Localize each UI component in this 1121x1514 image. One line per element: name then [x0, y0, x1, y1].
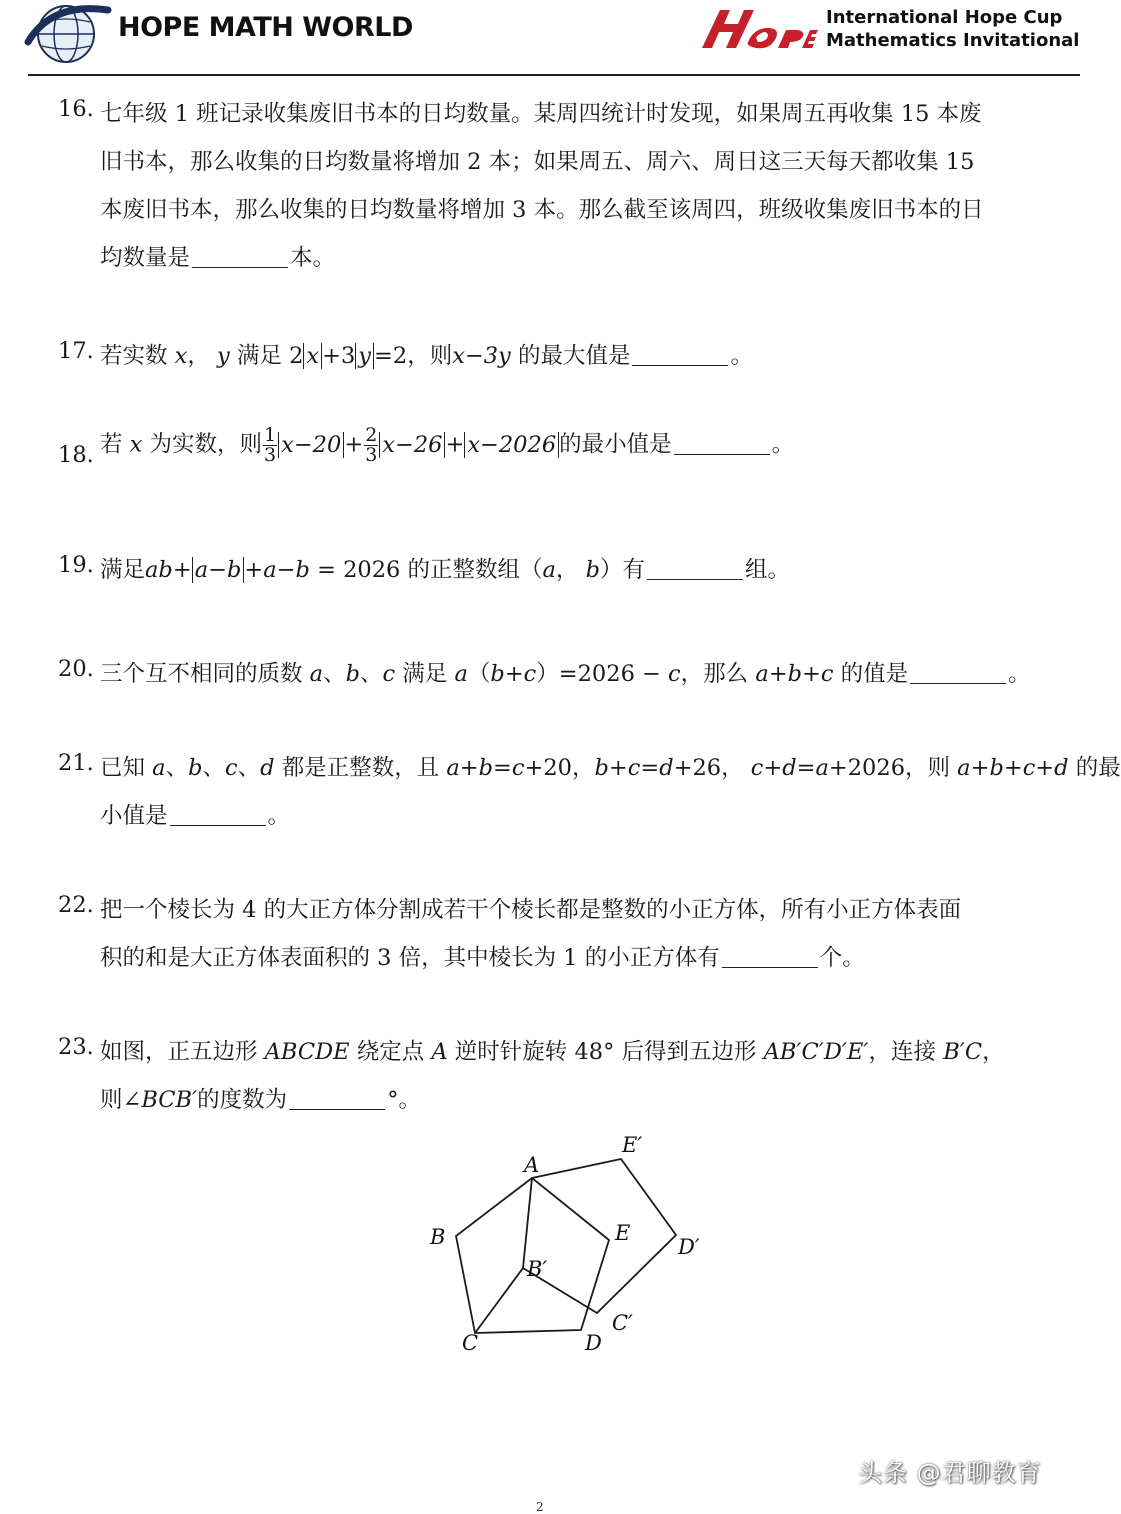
math-abs: x−26	[379, 432, 445, 458]
question-text: 、	[360, 661, 383, 687]
math-expr: B′C	[943, 1039, 983, 1065]
math-var: y	[217, 343, 230, 369]
question-text: 。	[730, 343, 753, 369]
vertex-label-b-prime: B′	[527, 1257, 548, 1281]
math-abs: x	[303, 343, 322, 369]
question-text: 为实数，则	[149, 431, 263, 458]
question-text: 都是正整数，且	[281, 755, 440, 781]
brand-title-right	[826, 6, 1079, 52]
question-text: 积的和是大正方体表面积的 3 倍，其中棱长为 1 的小正方体有	[100, 945, 720, 971]
header-divider	[28, 74, 1080, 76]
question-text: °。	[387, 1087, 421, 1113]
math-expr: =2	[374, 343, 408, 369]
answer-blank[interactable]	[647, 557, 743, 581]
pentagon-abcde	[456, 1178, 609, 1333]
question-text-line	[100, 1034, 1005, 1066]
question-text: 三个互不相同的质数	[100, 661, 303, 687]
fraction-denominator: 3	[264, 444, 277, 466]
question-text: 均数量是	[100, 245, 191, 271]
brand-right-line1: International Hope Cup	[826, 7, 1063, 28]
math-var: a	[309, 661, 324, 687]
question-text: 本。	[290, 245, 336, 271]
math-var: c	[668, 661, 681, 687]
math-var: a	[152, 755, 166, 781]
pentagon-figure	[410, 1128, 720, 1358]
vertex-label-d: D	[585, 1331, 602, 1355]
question-text-line	[100, 426, 794, 465]
vertex-label-e: E	[615, 1221, 631, 1245]
question-number: 22.	[58, 892, 94, 918]
math-expr: BCB′	[141, 1087, 198, 1113]
question-text: 的最小值是	[559, 431, 672, 458]
question-text-line	[100, 240, 335, 272]
fraction-numerator: 1	[264, 424, 277, 446]
math-var: x	[174, 343, 188, 369]
math-expr: AB′C′D′E′	[763, 1039, 869, 1065]
question-text: 满足	[100, 557, 146, 583]
math-var: b	[345, 661, 361, 687]
question-text: 如图，正五边形	[100, 1039, 258, 1065]
question-text: 若	[100, 431, 123, 458]
question-text-line	[100, 750, 1121, 782]
math-expr: a+b+c+d	[957, 755, 1069, 781]
question-text-line	[100, 656, 1031, 688]
math-expr: c+d=a	[750, 755, 829, 781]
question-text: ，则	[407, 343, 453, 369]
vertex-label-c-prime: C′	[612, 1311, 633, 1335]
math-expr: ab	[145, 557, 173, 583]
question-text-line	[100, 940, 865, 972]
math-expr: +	[445, 431, 465, 458]
question-text: 、	[202, 755, 226, 781]
question-text: ，那么	[680, 661, 749, 687]
math-var: a	[542, 557, 556, 583]
fraction	[263, 426, 277, 465]
fraction-denominator: 3	[365, 444, 378, 466]
math-expr: ABCDE	[264, 1039, 350, 1065]
answer-blank[interactable]	[289, 1087, 385, 1111]
question-text: ，	[982, 1039, 1005, 1065]
math-var: x	[129, 431, 143, 458]
math-expr: +2026，则	[828, 755, 951, 781]
question-text-line: 七年级 1 班记录收集废旧书本的日均数量。某周四统计时发现，如果周五再收集 15 本废	[100, 101, 982, 127]
question-text: 。	[1008, 661, 1031, 687]
question-text: 的度数为	[197, 1087, 288, 1113]
math-expr: x−3y	[452, 343, 511, 369]
question-text-line: 旧书本，那么收集的日均数量将增加 2 本；如果周五、周六、周日这三天每天都收集 15	[100, 149, 975, 175]
question-number: 17.	[58, 338, 94, 364]
math-abs: y	[355, 343, 374, 369]
math-expr: 2	[289, 343, 304, 369]
math-abs: x−2026	[464, 432, 559, 458]
pentagon-ab-c-d-e	[523, 1159, 676, 1313]
question-text: ，	[555, 557, 579, 583]
question-text-line: 本废旧书本，那么收集的日均数量将增加 3 本。那么截至该周四，班级收集废旧书本的日	[100, 197, 984, 223]
question-text: 绕定点	[356, 1039, 425, 1065]
math-expr: +3	[322, 343, 356, 369]
answer-blank[interactable]	[674, 431, 770, 455]
question-text-line: 把一个棱长为 4 的大正方体分割成若干个棱长都是整数的小正方体，所有小正方体表面	[100, 897, 962, 923]
question-text-line	[100, 552, 790, 584]
math-expr: +20，	[524, 755, 595, 781]
math-abs: a−b	[192, 557, 245, 583]
brand-right-line2: Mathematics Invitational	[826, 30, 1080, 51]
math-expr: a+b=c	[446, 755, 525, 781]
question-text: 逆时针旋转 48° 后得到五边形	[454, 1039, 757, 1065]
vertex-label-d-prime: D′	[678, 1235, 700, 1259]
math-expr: ）=2026 −	[536, 661, 661, 687]
question-text: 满足	[402, 661, 448, 687]
answer-blank[interactable]	[192, 245, 288, 269]
question-text: ）有	[599, 557, 645, 583]
math-expr: b+c	[490, 661, 537, 687]
question-text: 。	[771, 431, 795, 458]
question-number: 19.	[58, 552, 94, 578]
answer-blank[interactable]	[170, 803, 266, 827]
math-expr: +	[344, 431, 364, 458]
question-number: 18.	[58, 442, 94, 468]
page-number: 2	[536, 1500, 544, 1514]
math-var: b	[585, 557, 600, 583]
math-expr: a−b	[263, 557, 310, 583]
question-text: 个。	[819, 945, 865, 971]
question-number: 16.	[58, 96, 94, 122]
math-expr: b+c=d	[594, 755, 674, 781]
question-text: ，	[187, 343, 210, 369]
question-text: 则∠	[100, 1087, 142, 1113]
question-text: 组。	[745, 557, 791, 583]
math-expr: +	[172, 557, 192, 583]
question-text: 的最	[1075, 755, 1121, 781]
page-header	[0, 0, 1080, 78]
math-expr: +26，	[673, 755, 744, 781]
question-text: 。	[267, 803, 291, 829]
question-text: 、	[323, 661, 346, 687]
brand-title-left: HOPE MATH WORLD	[118, 12, 413, 43]
math-var: b	[188, 755, 203, 781]
hope-cup-logo-icon	[698, 2, 818, 54]
answer-blank[interactable]	[632, 343, 728, 367]
question-text-line	[100, 1082, 421, 1114]
question-text: 的值是	[840, 661, 909, 687]
question-text: 满足	[236, 343, 282, 369]
question-text: （	[467, 661, 491, 687]
vertex-label-a: A	[524, 1153, 540, 1177]
math-var: d	[260, 755, 275, 781]
answer-blank[interactable]	[722, 945, 818, 969]
math-var: c	[382, 661, 396, 687]
globe-logo-icon	[22, 0, 112, 64]
question-text: 的最大值是	[517, 343, 631, 369]
watermark: 头条 @君聊教育	[858, 1459, 1042, 1487]
vertex-label-b: B	[430, 1225, 446, 1249]
question-text: 若实数	[100, 343, 168, 369]
question-number: 21.	[58, 750, 94, 776]
math-var: a	[454, 661, 468, 687]
math-expr: a+b+c	[755, 661, 834, 687]
question-text: 、	[165, 755, 189, 781]
answer-blank[interactable]	[910, 661, 1006, 685]
question-text: 已知	[100, 755, 146, 781]
question-text: 、	[237, 755, 261, 781]
question-text: 小值是	[100, 803, 168, 829]
question-text: = 2026 的正整数组（	[317, 557, 543, 583]
question-number: 23.	[58, 1034, 94, 1060]
fraction	[364, 426, 378, 465]
math-abs: x−20	[278, 432, 344, 458]
fraction-numerator: 2	[365, 424, 378, 446]
math-expr: +	[244, 557, 264, 583]
question-number: 20.	[58, 656, 94, 682]
math-var: c	[225, 755, 238, 781]
segment-b-prime-c	[475, 1268, 523, 1333]
question-text: ，连接	[868, 1039, 937, 1065]
math-var: A	[431, 1039, 448, 1065]
vertex-label-e-prime: E′	[622, 1133, 643, 1157]
vertex-label-c: C	[462, 1331, 479, 1355]
question-text-line	[100, 338, 753, 370]
question-text-line	[100, 798, 290, 830]
